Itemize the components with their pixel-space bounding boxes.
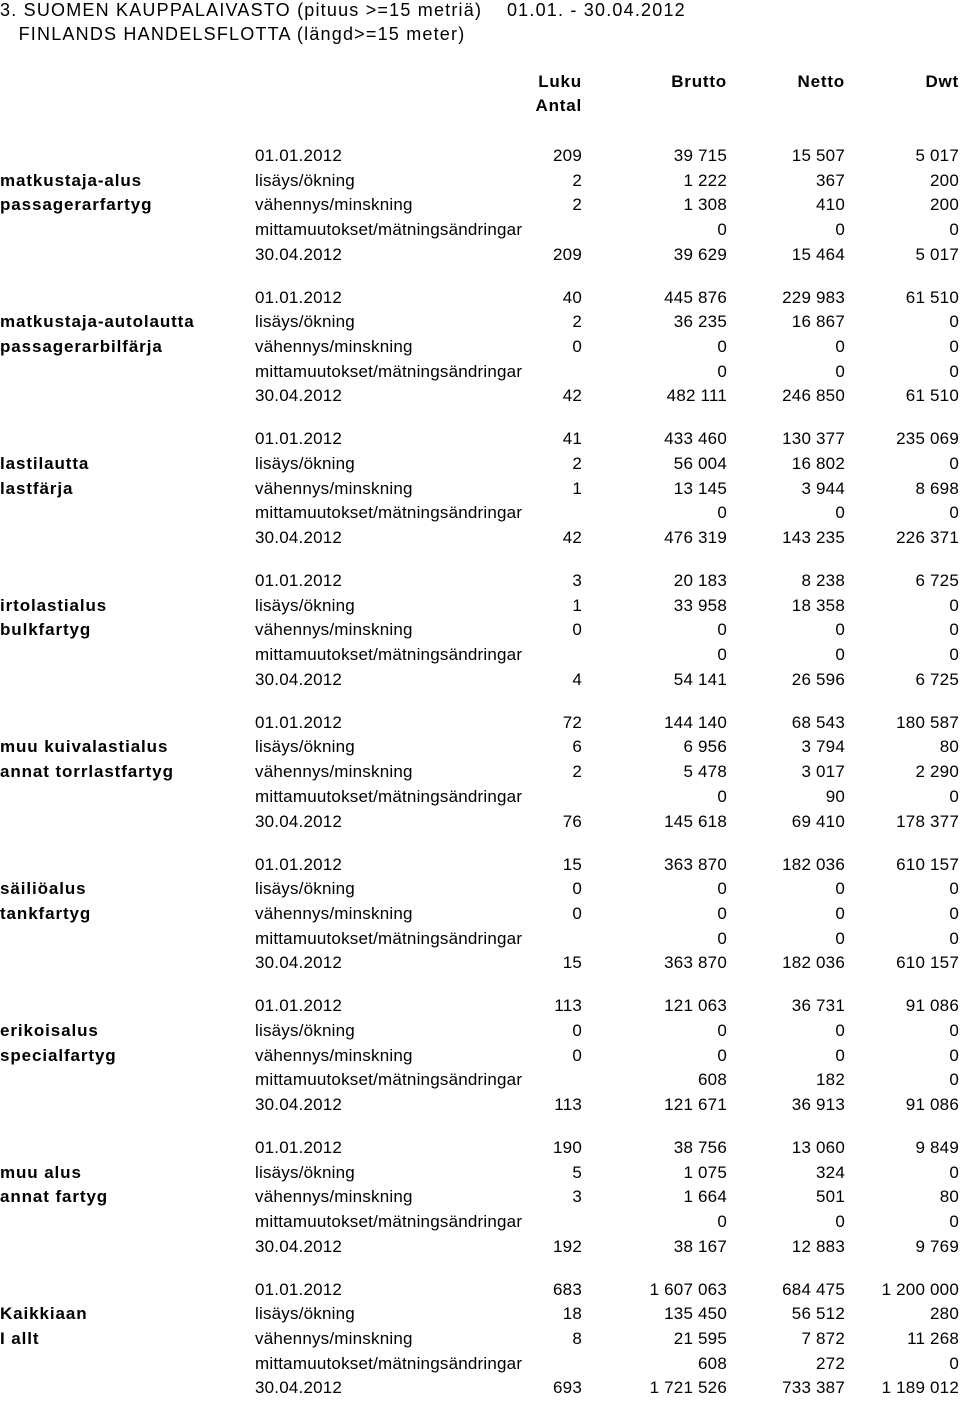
brutto-value: 0 (717, 786, 727, 806)
table-row (0, 929, 960, 954)
table-row (0, 571, 960, 596)
netto-value: 0 (835, 645, 845, 665)
netto-value: 410 (816, 195, 845, 215)
row-label: vähennys/minskning (255, 195, 413, 215)
ship-type-sv: tankfartyg (0, 903, 92, 923)
luku-value: 4 (572, 669, 582, 689)
table-row (0, 812, 960, 837)
table-row (0, 1378, 960, 1403)
luku-value: 0 (572, 1045, 582, 1065)
column-header-luku: Luku (538, 72, 582, 91)
table-row (0, 245, 960, 270)
netto-value: 36 913 (791, 1094, 845, 1114)
dwt-value: 178 377 (896, 811, 959, 831)
luku-value: 0 (572, 337, 582, 357)
row-label: 01.01.2012 (255, 429, 343, 449)
row-label: 30.04.2012 (255, 1378, 343, 1398)
dwt-value: 610 157 (896, 854, 959, 874)
brutto-value: 21 595 (673, 1328, 727, 1348)
brutto-value: 0 (717, 879, 727, 899)
brutto-value: 0 (717, 903, 727, 923)
netto-value: 0 (835, 928, 845, 948)
luku-value: 2 (572, 454, 582, 474)
luku-value: 209 (553, 244, 582, 264)
luku-value: 41 (562, 429, 582, 449)
row-label: lisäys/ökning (255, 595, 355, 615)
dwt-value: 9 769 (915, 1236, 959, 1256)
table-row (0, 1329, 960, 1354)
brutto-value: 0 (717, 1211, 727, 1231)
dwt-value: 610 157 (896, 953, 959, 973)
table-row (0, 1237, 960, 1262)
luku-value: 693 (553, 1378, 582, 1398)
brutto-value: 145 618 (664, 811, 727, 831)
table-row (0, 337, 960, 362)
dwt-value: 0 (949, 454, 959, 474)
table-row (0, 1187, 960, 1212)
netto-value: 0 (835, 503, 845, 523)
row-label: lisäys/ökning (255, 1162, 355, 1182)
netto-value: 90 (825, 786, 845, 806)
row-label: vähennys/minskning (255, 1328, 413, 1348)
row-label: lisäys/ökning (255, 879, 355, 899)
brutto-value: 144 140 (664, 712, 727, 732)
table-row (0, 528, 960, 553)
dwt-value: 0 (949, 220, 959, 240)
dwt-value: 61 510 (905, 287, 959, 307)
brutto-value: 0 (717, 337, 727, 357)
netto-value: 12 883 (791, 1236, 845, 1256)
ship-type-group (0, 288, 960, 418)
row-label: 01.01.2012 (255, 287, 343, 307)
netto-value: 15 507 (791, 146, 845, 165)
dwt-value: 1 189 012 (881, 1378, 959, 1398)
ship-type-fi: säiliöalus (0, 879, 87, 899)
netto-value: 684 475 (782, 1279, 845, 1299)
luku-value: 5 (572, 1162, 582, 1182)
luku-value: 0 (572, 620, 582, 640)
dwt-value: 5 017 (915, 146, 959, 165)
netto-value: 0 (835, 337, 845, 357)
column-header-antal: Antal (535, 96, 582, 115)
row-label: 30.04.2012 (255, 244, 343, 264)
row-label: mittamuutokset/mätningsändringar (255, 1353, 523, 1373)
dwt-value: 226 371 (896, 528, 959, 548)
dwt-value: 235 069 (896, 429, 959, 449)
luku-value: 0 (572, 903, 582, 923)
table-row (0, 1095, 960, 1120)
brutto-value: 0 (717, 220, 727, 240)
brutto-value: 0 (717, 928, 727, 948)
dwt-value: 0 (949, 1162, 959, 1182)
luku-value: 40 (562, 287, 582, 307)
brutto-value: 608 (698, 1353, 727, 1373)
row-label: 30.04.2012 (255, 386, 343, 406)
dwt-value: 0 (949, 1353, 959, 1373)
brutto-value: 445 876 (664, 287, 727, 307)
row-label: 01.01.2012 (255, 1279, 343, 1299)
row-label: lisäys/ökning (255, 1020, 355, 1040)
netto-value: 0 (835, 1020, 845, 1040)
brutto-value: 1 222 (683, 170, 727, 190)
brutto-value: 121 671 (664, 1094, 727, 1114)
table-row (0, 479, 960, 504)
table-row (0, 195, 960, 220)
dwt-value: 8 698 (915, 478, 959, 498)
ship-type-sv: lastfärja (0, 478, 74, 498)
dwt-value: 0 (949, 1070, 959, 1090)
row-label: 30.04.2012 (255, 953, 343, 973)
luku-value: 113 (554, 1094, 582, 1114)
netto-value: 3 794 (801, 737, 845, 757)
row-label: mittamuutokset/mätningsändringar (255, 361, 523, 381)
brutto-value: 56 004 (673, 454, 727, 474)
table-row (0, 953, 960, 978)
dwt-value: 80 (939, 737, 959, 757)
table-row (0, 1046, 960, 1071)
brutto-value: 135 450 (664, 1304, 727, 1324)
luku-value: 192 (553, 1236, 582, 1256)
dwt-value: 0 (949, 879, 959, 899)
dwt-value: 0 (949, 361, 959, 381)
table-row (0, 503, 960, 528)
luku-value: 8 (572, 1328, 582, 1348)
table-row (0, 670, 960, 695)
brutto-value: 36 235 (673, 312, 727, 332)
table-row (0, 171, 960, 196)
netto-value: 68 543 (791, 712, 845, 732)
brutto-value: 5 478 (683, 762, 727, 782)
brutto-value: 121 063 (664, 996, 727, 1016)
row-label: lisäys/ökning (255, 737, 355, 757)
table-row (0, 220, 960, 245)
luku-value: 190 (553, 1137, 582, 1157)
dwt-value: 0 (949, 1211, 959, 1231)
table-row (0, 454, 960, 479)
luku-value: 2 (572, 762, 582, 782)
brutto-value: 38 756 (673, 1137, 727, 1157)
netto-value: 0 (835, 879, 845, 899)
netto-value: 229 983 (782, 287, 845, 307)
luku-value: 209 (553, 146, 582, 165)
netto-value: 36 731 (791, 996, 845, 1016)
row-label: 01.01.2012 (255, 712, 343, 732)
brutto-value: 608 (698, 1070, 727, 1090)
netto-value: 130 377 (782, 429, 845, 449)
luku-value: 3 (572, 1187, 582, 1207)
table-row (0, 996, 960, 1021)
dwt-value: 200 (930, 195, 959, 215)
brutto-value: 39 629 (673, 244, 727, 264)
brutto-value: 13 145 (673, 478, 727, 498)
netto-value: 182 036 (782, 953, 845, 973)
luku-value: 76 (562, 811, 582, 831)
row-label: vähennys/minskning (255, 478, 413, 498)
ship-type-fi: muu alus (0, 1162, 82, 1182)
luku-value: 0 (572, 1020, 582, 1040)
row-label: lisäys/ökning (255, 312, 355, 332)
dwt-value: 0 (949, 595, 959, 615)
netto-value: 16 802 (791, 454, 845, 474)
luku-value: 113 (554, 996, 582, 1016)
row-label: mittamuutokset/mätningsändringar (255, 503, 523, 523)
ship-type-group (0, 571, 960, 701)
brutto-value: 6 956 (683, 737, 727, 757)
brutto-value: 0 (717, 620, 727, 640)
row-label: 01.01.2012 (255, 1137, 343, 1157)
ship-type-group (0, 996, 960, 1126)
netto-value: 15 464 (791, 244, 845, 264)
dwt-value: 0 (949, 503, 959, 523)
netto-value: 246 850 (782, 386, 845, 406)
row-label: 01.01.2012 (255, 146, 343, 165)
brutto-value: 363 870 (664, 854, 727, 874)
dwt-value: 9 849 (915, 1137, 959, 1157)
ship-type-fi: erikoisalus (0, 1020, 99, 1040)
row-label: vähennys/minskning (255, 337, 413, 357)
row-label: 01.01.2012 (255, 571, 343, 591)
dwt-value: 0 (949, 928, 959, 948)
table-row (0, 312, 960, 337)
row-label: vähennys/minskning (255, 1187, 413, 1207)
luku-value: 15 (562, 854, 582, 874)
brutto-value: 1 664 (683, 1187, 727, 1207)
dwt-value: 0 (949, 786, 959, 806)
netto-value: 0 (835, 361, 845, 381)
row-label: 30.04.2012 (255, 811, 343, 831)
dwt-value: 0 (949, 337, 959, 357)
brutto-value: 0 (717, 503, 727, 523)
netto-value: 0 (835, 1045, 845, 1065)
netto-value: 18 358 (791, 595, 845, 615)
table-row (0, 1212, 960, 1237)
luku-value: 72 (562, 712, 582, 732)
luku-value: 1 (572, 478, 582, 498)
brutto-value: 0 (717, 1020, 727, 1040)
netto-value: 8 238 (801, 571, 845, 591)
table-row (0, 288, 960, 313)
luku-value: 18 (562, 1304, 582, 1324)
brutto-value: 38 167 (673, 1236, 727, 1256)
dwt-value: 91 086 (905, 1094, 959, 1114)
dwt-value: 0 (949, 620, 959, 640)
brutto-value: 1 721 526 (649, 1378, 727, 1398)
dwt-value: 5 017 (915, 244, 959, 264)
column-header-brutto: Brutto (671, 72, 727, 91)
brutto-value: 1 308 (683, 195, 727, 215)
ship-type-fi: Kaikkiaan (0, 1304, 88, 1324)
table-row (0, 737, 960, 762)
netto-value: 143 235 (782, 528, 845, 548)
ship-type-sv: I allt (0, 1328, 40, 1348)
brutto-value: 482 111 (666, 386, 727, 406)
ship-type-sv: passagerarfartyg (0, 195, 153, 215)
page-subtitle: FINLANDS HANDELSFLOTTA (längd>=15 meter) (0, 24, 466, 44)
ship-type-sv: annat torrlastfartyg (0, 762, 174, 782)
luku-value: 683 (553, 1279, 582, 1299)
dwt-value: 280 (930, 1304, 959, 1324)
row-label: lisäys/ökning (255, 170, 355, 190)
table-row (0, 596, 960, 621)
brutto-value: 1 075 (683, 1162, 727, 1182)
netto-value: 3 017 (801, 762, 845, 782)
row-label: vähennys/minskning (255, 620, 413, 640)
netto-value: 7 872 (801, 1328, 845, 1348)
table-row (0, 762, 960, 787)
brutto-value: 33 958 (673, 595, 727, 615)
ship-type-group (0, 429, 960, 559)
table-row (0, 1304, 960, 1329)
table-row (0, 855, 960, 880)
brutto-value: 1 607 063 (649, 1279, 727, 1299)
netto-value: 272 (816, 1353, 845, 1373)
ship-type-group (0, 1280, 960, 1410)
netto-value: 0 (835, 1211, 845, 1231)
dwt-value: 1 200 000 (881, 1279, 959, 1299)
brutto-value: 363 870 (664, 953, 727, 973)
ship-type-fi: lastilautta (0, 454, 90, 474)
brutto-value: 20 183 (673, 571, 727, 591)
ship-type-fi: matkustaja-autolautta (0, 312, 195, 332)
netto-value: 69 410 (791, 811, 845, 831)
table-row (0, 620, 960, 645)
netto-value: 26 596 (791, 669, 845, 689)
dwt-value: 6 725 (915, 571, 959, 591)
luku-value: 42 (562, 386, 582, 406)
row-label: vähennys/minskning (255, 903, 413, 923)
ship-type-group (0, 1138, 960, 1268)
row-label: vähennys/minskning (255, 1045, 413, 1065)
luku-value: 3 (572, 571, 582, 591)
dwt-value: 6 725 (915, 669, 959, 689)
luku-value: 2 (572, 195, 582, 215)
brutto-value: 476 319 (664, 528, 727, 548)
column-header-dwt: Dwt (925, 72, 959, 91)
brutto-value: 433 460 (664, 429, 727, 449)
ship-type-group (0, 713, 960, 843)
dwt-value: 0 (949, 1020, 959, 1040)
row-label: mittamuutokset/mätningsändringar (255, 1211, 523, 1231)
netto-value: 0 (835, 903, 845, 923)
table-row (0, 879, 960, 904)
row-label: 30.04.2012 (255, 669, 343, 689)
table-row (0, 787, 960, 812)
dwt-value: 11 268 (907, 1328, 959, 1348)
ship-type-sv: bulkfartyg (0, 620, 92, 640)
table-row (0, 1021, 960, 1046)
luku-value: 15 (562, 953, 582, 973)
row-label: 30.04.2012 (255, 1094, 343, 1114)
row-label: 01.01.2012 (255, 854, 343, 874)
ship-type-sv: specialfartyg (0, 1045, 117, 1065)
row-label: vähennys/minskning (255, 762, 413, 782)
luku-value: 2 (572, 170, 582, 190)
row-label: mittamuutokset/mätningsändringar (255, 645, 523, 665)
table-row (0, 1070, 960, 1095)
ship-type-fi: irtolastialus (0, 595, 108, 615)
luku-value: 1 (572, 595, 582, 615)
netto-value: 56 512 (791, 1304, 845, 1324)
brutto-value: 54 141 (673, 669, 727, 689)
table-row (0, 1280, 960, 1305)
dwt-value: 0 (949, 1045, 959, 1065)
row-label: 30.04.2012 (255, 1236, 343, 1256)
brutto-value: 0 (717, 1045, 727, 1065)
row-label: mittamuutokset/mätningsändringar (255, 220, 523, 240)
ship-type-fi: muu kuivalastialus (0, 737, 169, 757)
dwt-value: 0 (949, 645, 959, 665)
table-row (0, 146, 960, 171)
row-label: lisäys/ökning (255, 1304, 355, 1324)
row-label: mittamuutokset/mätningsändringar (255, 786, 523, 806)
dwt-value: 180 587 (896, 712, 959, 732)
netto-value: 367 (816, 170, 845, 190)
luku-value: 42 (562, 528, 582, 548)
ship-type-group (0, 855, 960, 985)
ship-type-sv: annat fartyg (0, 1187, 109, 1207)
row-label: mittamuutokset/mätningsändringar (255, 1070, 523, 1090)
row-label: mittamuutokset/mätningsändringar (255, 928, 523, 948)
netto-value: 182 (816, 1070, 845, 1090)
table-row (0, 1138, 960, 1163)
row-label: 30.04.2012 (255, 528, 343, 548)
dwt-value: 91 086 (905, 996, 959, 1016)
netto-value: 3 944 (801, 478, 845, 498)
luku-value: 2 (572, 312, 582, 332)
table-row (0, 904, 960, 929)
brutto-value: 39 715 (673, 146, 727, 165)
netto-value: 324 (816, 1162, 845, 1182)
table-row (0, 362, 960, 387)
netto-value: 13 060 (791, 1137, 845, 1157)
table-row (0, 386, 960, 411)
luku-value: 0 (572, 879, 582, 899)
dwt-value: 2 290 (915, 762, 959, 782)
column-header-netto: Netto (797, 72, 845, 91)
dwt-value: 61 510 (905, 386, 959, 406)
netto-value: 733 387 (782, 1378, 845, 1398)
luku-value: 6 (572, 737, 582, 757)
row-label: lisäys/ökning (255, 454, 355, 474)
table-row (0, 713, 960, 738)
netto-value: 182 036 (782, 854, 845, 874)
row-label: 01.01.2012 (255, 996, 343, 1016)
netto-value: 0 (835, 620, 845, 640)
table-row (0, 1354, 960, 1379)
ship-type-group (0, 146, 960, 276)
dwt-value: 0 (949, 903, 959, 923)
netto-value: 0 (835, 220, 845, 240)
ship-type-fi: matkustaja-alus (0, 170, 142, 190)
netto-value: 16 867 (791, 312, 845, 332)
page-title: 3. SUOMEN KAUPPALAIVASTO (pituus >=15 metriä) 01.01. - 30.04.2012 (0, 0, 686, 20)
dwt-value: 200 (930, 170, 959, 190)
brutto-value: 0 (717, 645, 727, 665)
brutto-value: 0 (717, 361, 727, 381)
dwt-value: 0 (949, 312, 959, 332)
table-row (0, 1163, 960, 1188)
table-row (0, 645, 960, 670)
table-row (0, 429, 960, 454)
dwt-value: 80 (939, 1187, 959, 1207)
ship-type-sv: passagerarbilfärja (0, 337, 163, 357)
netto-value: 501 (816, 1187, 845, 1207)
